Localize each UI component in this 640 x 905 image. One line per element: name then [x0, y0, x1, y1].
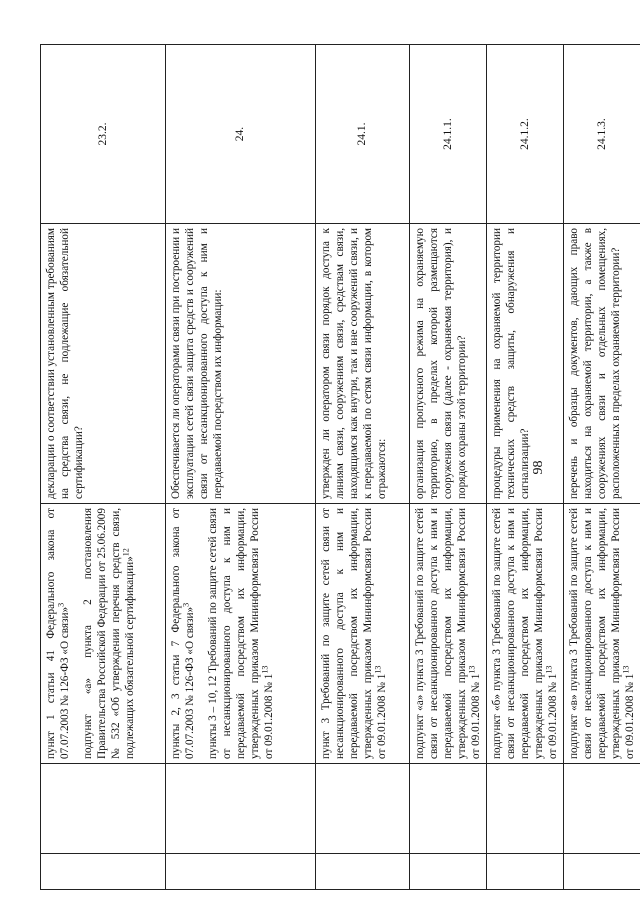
- footnote-marker: 13: [260, 665, 270, 674]
- table-row: [41, 45, 166, 890]
- legal-reference-cell: [166, 504, 316, 764]
- rotated-page: [40, 45, 636, 890]
- footnote-marker: 13: [373, 665, 383, 674]
- blank-cell: [166, 854, 316, 890]
- requirement-question: перечень и образцы документов, дающих право находиться на охраняемой территории, а также в сооружениях связи и отдельных помещениях, расположенных в пределах охраняемой территории?: [564, 224, 640, 504]
- blank-cell: [41, 854, 166, 890]
- blank-cell: [410, 764, 487, 854]
- item-number: 24.1.1.: [410, 45, 487, 224]
- table-row: [410, 45, 487, 890]
- page-number: 98: [531, 460, 546, 475]
- item-number: 24.1.2.: [487, 45, 564, 224]
- item-number: 23.2.: [41, 45, 166, 224]
- legal-reference-cell: [410, 504, 487, 764]
- footnote-marker: 12: [121, 548, 131, 557]
- requirement-question: организация пропускного режима на охраняемую территорию, в пределах которой размещаются сооружения связи (далее - охраняемая территория), и порядок охраны этой территории?: [410, 224, 487, 504]
- requirement-question: утвержден ли оператором связи порядок доступа к линиям связи, сооружениям связи, средствам связи, находящимся как внутри, так и вне сооружений связи, и к передаваемой по сетям связи информации, в котором отражаются:: [316, 224, 410, 504]
- legal-reference: [319, 508, 389, 759]
- legal-reference: [44, 508, 72, 759]
- blank-cell: [316, 854, 410, 890]
- legal-reference-text: пункты 2, 3 статьи 7 Федерального закона от 07.07.2003 № 126-ФЗ «О связи»: [170, 508, 196, 759]
- legal-reference-text: подпункт «а» пункта 2 постановления Правительства Российской Федерации от 25.06.2009 № 532 «Об утверждении перечня средств связи, подлежащих обязательной сертификации»: [82, 508, 136, 759]
- footnote-marker: 3: [56, 602, 66, 607]
- table-row: [166, 45, 316, 890]
- legal-reference-text: подпункт «б» пункта 3 Требований по защите сетей связи от несанкционированного доступа к ним и передаваемой посредством их информации, утвержденных приказом Мининформсвязи России от 09.01.2008 № 1: [491, 508, 559, 759]
- requirement-question: Обеспечивается ли операторами связи при построении и эксплуатации сетей связи защита средств и сооружений связи от несанкционированного доступа к ним и передаваемой посредством их информации:: [166, 224, 316, 504]
- blank-cell: [487, 854, 564, 890]
- legal-reference: [81, 508, 137, 759]
- legal-reference-text: пункты 3 – 10, 12 Требований по защите сетей связи от несанкционированного доступа к ним и передаваемой посредством их информации, утвержденных приказом Мининформсвязи России от 09.01.2008 № 1: [207, 508, 275, 759]
- legal-reference-cell: [564, 504, 640, 764]
- legal-reference-text: подпункт «в» пункта 3 Требований по защите сетей связи от несанкционированного доступа к ним и передаваемой посредством их информации, утвержденных приказом Мининформсвязи России от 09.01.2008 № 1: [568, 508, 636, 759]
- footnote-marker: 13: [467, 665, 477, 674]
- blank-cell: [166, 764, 316, 854]
- blank-cell: [316, 764, 410, 854]
- item-number: 24.: [166, 45, 316, 224]
- legal-reference-text: подпункт «а» пункта 3 Требований по защите сетей связи от несанкционированного доступа к ним и передаваемой посредством их информации, утвержденных приказом Мининформсвязи России от 09.01.2008 № 1: [414, 508, 482, 759]
- blank-cell: [410, 854, 487, 890]
- legal-reference-cell: [41, 504, 166, 764]
- legal-reference: [169, 508, 197, 759]
- requirement-question: процедуры применения на охраняемой территории технических средств защиты, обнаружения и сигнализации?: [487, 224, 564, 504]
- blank-cell: [564, 764, 640, 854]
- legal-reference: [567, 508, 637, 759]
- table-row: [316, 45, 410, 890]
- item-number: 24.1.: [316, 45, 410, 224]
- legal-reference: [206, 508, 276, 759]
- blank-cell: [564, 854, 640, 890]
- footnote-marker: 13: [621, 665, 631, 674]
- footnote-marker: 3: [181, 602, 191, 607]
- legal-reference-cell: [316, 504, 410, 764]
- table-row: [487, 45, 564, 890]
- requirements-table: [40, 44, 640, 890]
- item-number: 24.1.3.: [564, 45, 640, 224]
- legal-reference-cell: [487, 504, 564, 764]
- requirement-question: декларации о соответствии установленным требованиям на средства связи, не подлежащие обязательной сертификации?: [41, 224, 166, 504]
- blank-cell: [41, 764, 166, 854]
- footnote-marker: 13: [544, 665, 554, 674]
- legal-reference-text: пункт 1 статьи 41 Федерального закона от 07.07.2003 № 126-ФЗ «О связи»: [45, 508, 71, 759]
- legal-reference-text: пункт 3 Требований по защите сетей связи от несанкционированного доступа к ним и передаваемой посредством их информации, утвержденных приказом Мининформсвязи России от 09.01.2008 № 1: [320, 508, 388, 759]
- table-row: [564, 45, 640, 890]
- legal-reference: [413, 508, 483, 759]
- blank-cell: [487, 764, 564, 854]
- legal-reference: [490, 508, 560, 759]
